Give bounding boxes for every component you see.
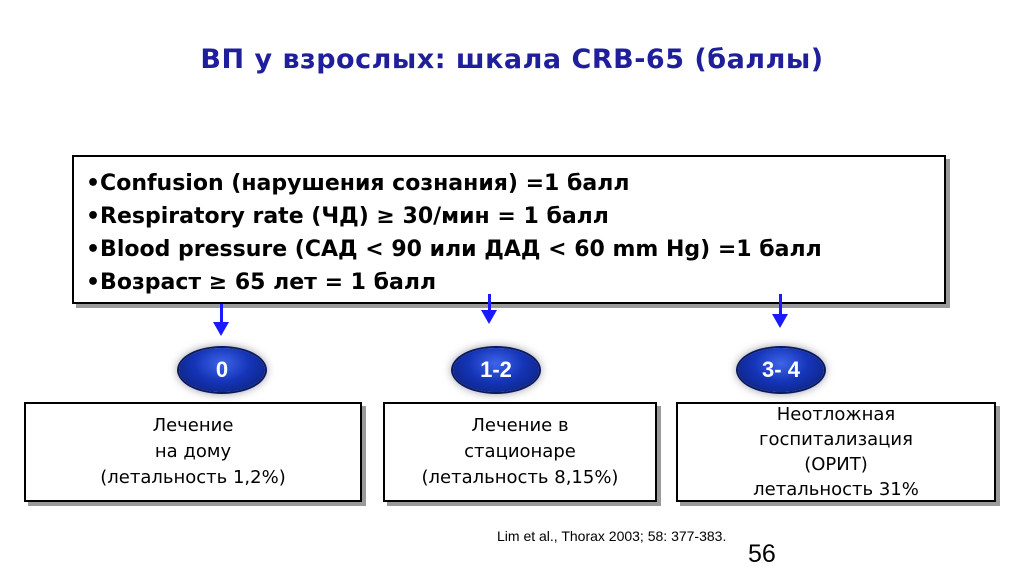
arrow-down-icon	[211, 304, 231, 336]
result-line: летальность 31%	[753, 479, 919, 500]
result-line: Лечение	[152, 415, 234, 436]
result-line: стационаре	[464, 441, 576, 462]
result-line: (ОРИТ)	[804, 454, 868, 475]
arrow-down-icon	[479, 294, 499, 326]
score-badge-0: 0	[179, 348, 265, 392]
result-line: госпитализация	[759, 429, 913, 450]
criterion-confusion: •Confusion (нарушения сознания) =1 балл	[86, 171, 630, 196]
result-line: (летальность 1,2%)	[100, 467, 286, 488]
arrow-down-icon	[770, 294, 790, 330]
criteria-box	[72, 155, 946, 304]
citation: Lim et al., Thorax 2003; 58: 377-383.	[497, 528, 727, 544]
page-number: 56	[748, 540, 776, 568]
criterion-respiratory-rate: •Respiratory rate (ЧД) ≥ 30/мин = 1 балл	[86, 204, 609, 229]
criteria-list	[74, 157, 944, 299]
score-badge-1-2: 1-2	[453, 348, 539, 392]
result-line: Неотложная	[776, 404, 896, 425]
result-hospital-treatment	[383, 402, 657, 502]
score-badge-3-4: 3- 4	[738, 348, 824, 392]
slide-title: ВП у взрослых: шкала CRB-65 (баллы)	[200, 44, 824, 75]
criterion-blood-pressure: •Blood pressure (САД < 90 или ДАД < 60 mm Hg) =1 балл	[86, 237, 822, 262]
result-line: (летальность 8,15%)	[421, 467, 619, 488]
result-urgent-hospitalization	[676, 402, 996, 502]
result-home-treatment	[24, 402, 362, 502]
result-line: Лечение в	[471, 415, 569, 436]
criterion-age: •Возраст ≥ 65 лет = 1 балл	[86, 270, 437, 295]
result-line: на дому	[154, 441, 232, 462]
